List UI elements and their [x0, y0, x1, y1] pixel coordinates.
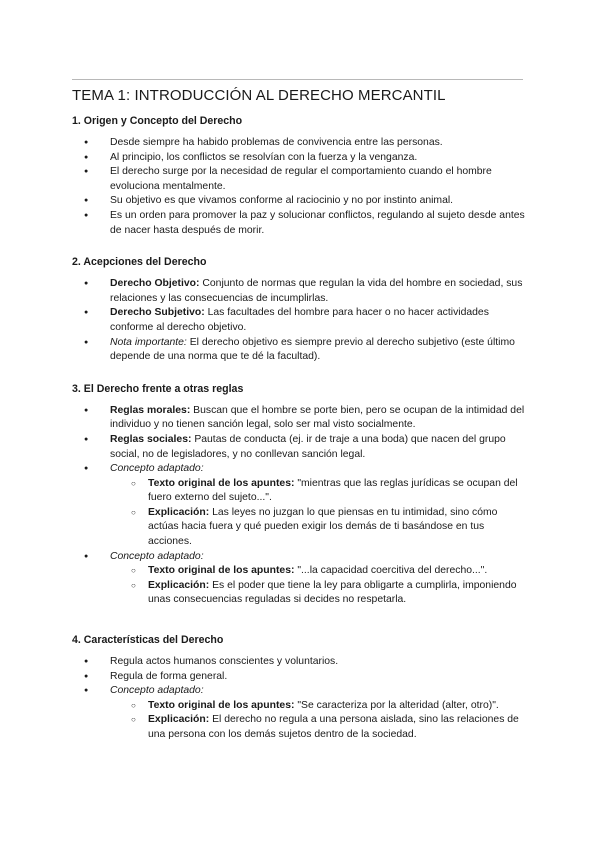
list-item: [72, 684, 528, 742]
list-item: [72, 550, 528, 608]
list-item: ● Nota importante: El derecho objetivo es siempre previo al derecho subjetivo (este último depende de una norma que te dé la facultad).: [72, 336, 528, 365]
term: Explicación:: [148, 579, 210, 591]
list-item: [72, 462, 528, 550]
sub-list: [110, 564, 528, 608]
section-heading: 3. El Derecho frente a otras reglas: [72, 382, 244, 395]
section-acepciones: [72, 255, 528, 365]
section-heading: 4. Características del Derecho: [72, 634, 224, 647]
sub-list-item: ○ Explicación: El derecho no regula a una persona aislada, sino las relaciones de una persona con los demás sujetos dentro de la sociedad.: [110, 713, 528, 742]
note-label: Concepto adaptado:: [110, 685, 204, 697]
sub-list-item: ○ Explicación: Es el poder que tiene la ley para obligarte a cumplirla, imponiendo unas consecuencias reguladas si decides no respetarla.: [110, 579, 528, 608]
term: Texto original de los apuntes:: [148, 699, 295, 711]
note-label: Concepto adaptado:: [110, 463, 204, 475]
bullet-list: [72, 655, 528, 743]
term: Derecho Subjetivo:: [110, 307, 205, 319]
list-item: ● Desde siempre ha habido problemas de convivencia entre las personas.: [72, 136, 528, 151]
list-item: ● Regula de forma general.: [72, 670, 528, 685]
term: Reglas sociales:: [110, 433, 192, 445]
top-divider: [72, 79, 523, 80]
list-item: ● Es un orden para promover la paz y solucionar conflictos, regulando al sujeto desde antes de nacer hasta después de morir.: [72, 209, 528, 238]
sub-list-item: ○ Texto original de los apuntes: "mientras que las reglas jurídicas se ocupan del fuero externo del sujeto...".: [110, 477, 528, 506]
sub-list: [110, 699, 528, 743]
list-item: ● El derecho surge por la necesidad de regular el comportamiento cuando el hombre evoluciona mentalmente.: [72, 165, 528, 194]
list-item: ● Regula actos humanos conscientes y voluntarios.: [72, 655, 528, 670]
term: Derecho Objetivo:: [110, 278, 200, 290]
list-item: ● Su objetivo es que vivamos conforme al raciocinio y no por instinto animal.: [72, 194, 528, 209]
list-item: ● Derecho Objetivo: Conjunto de normas que regulan la vida del hombre en sociedad, sus relaciones y las consecuencias de incumplirlas.: [72, 277, 528, 306]
list-item: ● Reglas morales: Buscan que el hombre se porte bien, pero se ocupan de la intimidad del individuo y no tienen sanción legal, solo ser mal visto socialmente.: [72, 404, 528, 433]
term: Reglas morales:: [110, 404, 191, 416]
section-caracteristicas: [72, 633, 528, 743]
term: Texto original de los apuntes:: [148, 565, 295, 577]
note-label: Concepto adaptado:: [110, 550, 204, 562]
bullet-list: [72, 404, 528, 608]
bullet-list: [72, 136, 528, 238]
section-origen: [72, 114, 528, 238]
sub-list-item: ○ Texto original de los apuntes: "...la capacidad coercitiva del derecho...".: [110, 564, 528, 579]
list-item: ● Reglas sociales: Pautas de conducta (ej. ir de traje a una boda) que nacen del grupo social, no de legisladores, y no conllevan sanción legal.: [72, 433, 528, 462]
term: Texto original de los apuntes:: [148, 477, 295, 489]
document-page: [72, 86, 528, 743]
section-otras-reglas: [72, 382, 528, 608]
note-label: Nota importante:: [110, 336, 187, 348]
sub-list-item: ○ Texto original de los apuntes: "Se caracteriza por la alteridad (alter, otro)".: [110, 699, 528, 714]
term: Explicación:: [148, 714, 210, 726]
list-item: ● Al principio, los conflictos se resolvían con la fuerza y la venganza.: [72, 151, 528, 166]
section-heading: 1. Origen y Concepto del Derecho: [72, 115, 243, 127]
document-title: TEMA 1: INTRODUCCIÓN AL DERECHO MERCANTIL: [72, 87, 446, 104]
sub-list-item: ○ Explicación: Las leyes no juzgan lo que piensas en tu intimidad, sino cómo actúas hacia fuera y qué pueden exigir los demás de ti basándose en tus acciones.: [110, 506, 528, 550]
bullet-list: [72, 277, 528, 365]
term: Explicación:: [148, 506, 210, 518]
sub-list: [110, 477, 528, 550]
section-heading: 2. Acepciones del Derecho: [72, 256, 207, 269]
list-item: ● Derecho Subjetivo: Las facultades del hombre para hacer o no hacer actividades conforme al derecho objetivo.: [72, 306, 528, 335]
